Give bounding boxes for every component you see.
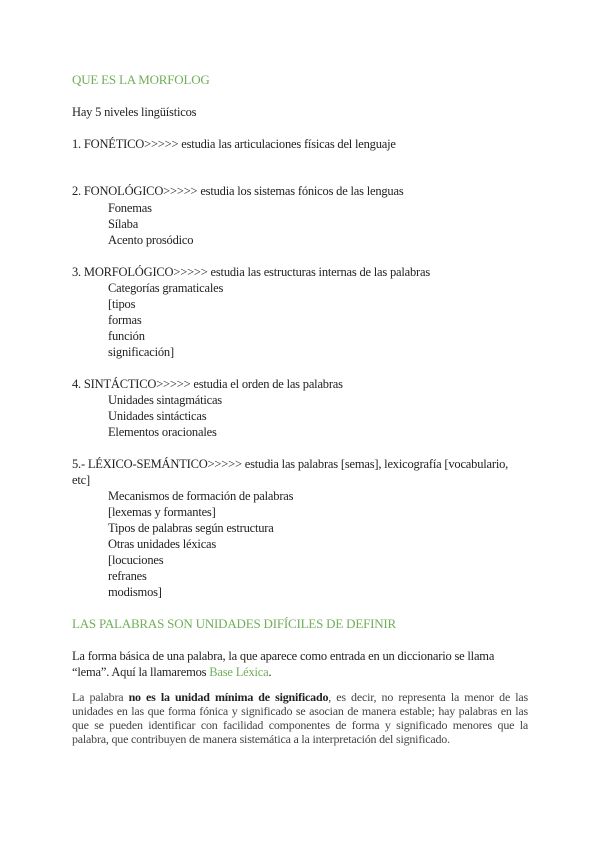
level-item: Categorías gramaticales xyxy=(108,281,224,295)
level-item: [tipos xyxy=(108,297,136,311)
definition-paragraph xyxy=(72,690,528,746)
level-item: Tipos de palabras según estructura xyxy=(108,521,274,535)
level-item: función xyxy=(108,329,145,343)
base-lexica-term: Base Léxica xyxy=(209,665,269,679)
level-title: 4. SINTÁCTICO>>>>> estudia el orden de las palabras xyxy=(72,377,343,391)
level-item: [locuciones xyxy=(108,553,164,567)
level-item: [lexemas y formantes] xyxy=(108,505,216,519)
level-title: 2. FONOLÓGICO>>>>> estudia los sistemas fónicos de las lenguas xyxy=(72,184,404,198)
level-item: significación] xyxy=(108,345,174,359)
level-title: 3. MORFOLÓGICO>>>>> estudia las estructuras internas de las palabras xyxy=(72,265,431,279)
basic-form-end: . xyxy=(268,665,272,679)
level-item: Fonemas xyxy=(108,201,152,215)
paragraph-rest: , es decir, no representa la menor de las unidades en las que forma fónica y significado se asocian de manera estable; hay palabras en las que se pueden identificar con facilidad componentes de forma y significado menores que la palabra, que contribuyen de manera sistemática a la interpretación del significado. xyxy=(72,690,529,746)
level-item: Mecanismos de formación de palabras xyxy=(108,489,294,503)
level-item: refranes xyxy=(108,569,147,583)
level-item: modismos] xyxy=(108,585,162,599)
level-item: Elementos oracionales xyxy=(108,425,217,439)
heading-morfologia: QUE ES LA MORFOLOG xyxy=(72,72,210,87)
level-title: 5.- LÉXICO-SEMÁNTICO>>>>> estudia las palabras [semas], lexicografía [vocabulario, etc] xyxy=(72,457,509,487)
level-item: Acento prosódico xyxy=(108,233,194,247)
level-item: formas xyxy=(108,313,142,327)
paragraph-start: La palabra xyxy=(72,690,129,704)
paragraph-bold: no es la unidad mínima de significado xyxy=(128,690,329,704)
level-item: Sílaba xyxy=(108,217,139,231)
level-item: Unidades sintácticas xyxy=(108,409,207,423)
intro-text: Hay 5 niveles lingüísticos xyxy=(72,105,197,119)
level-item: Otras unidades léxicas xyxy=(108,537,217,551)
level-title: 1. FONÉTICO>>>>> estudia las articulaciones físicas del lenguaje xyxy=(72,137,396,151)
heading-palabras: LAS PALABRAS SON UNIDADES DIFÍCILES DE DEFINIR xyxy=(72,616,397,631)
basic-form-main: La forma básica de una palabra, la que aparece como entrada en un diccionario se llama “lema”. Aquí la llamaremos xyxy=(72,649,495,679)
basic-form-text xyxy=(72,648,512,680)
level-item: Unidades sintagmáticas xyxy=(108,393,222,407)
